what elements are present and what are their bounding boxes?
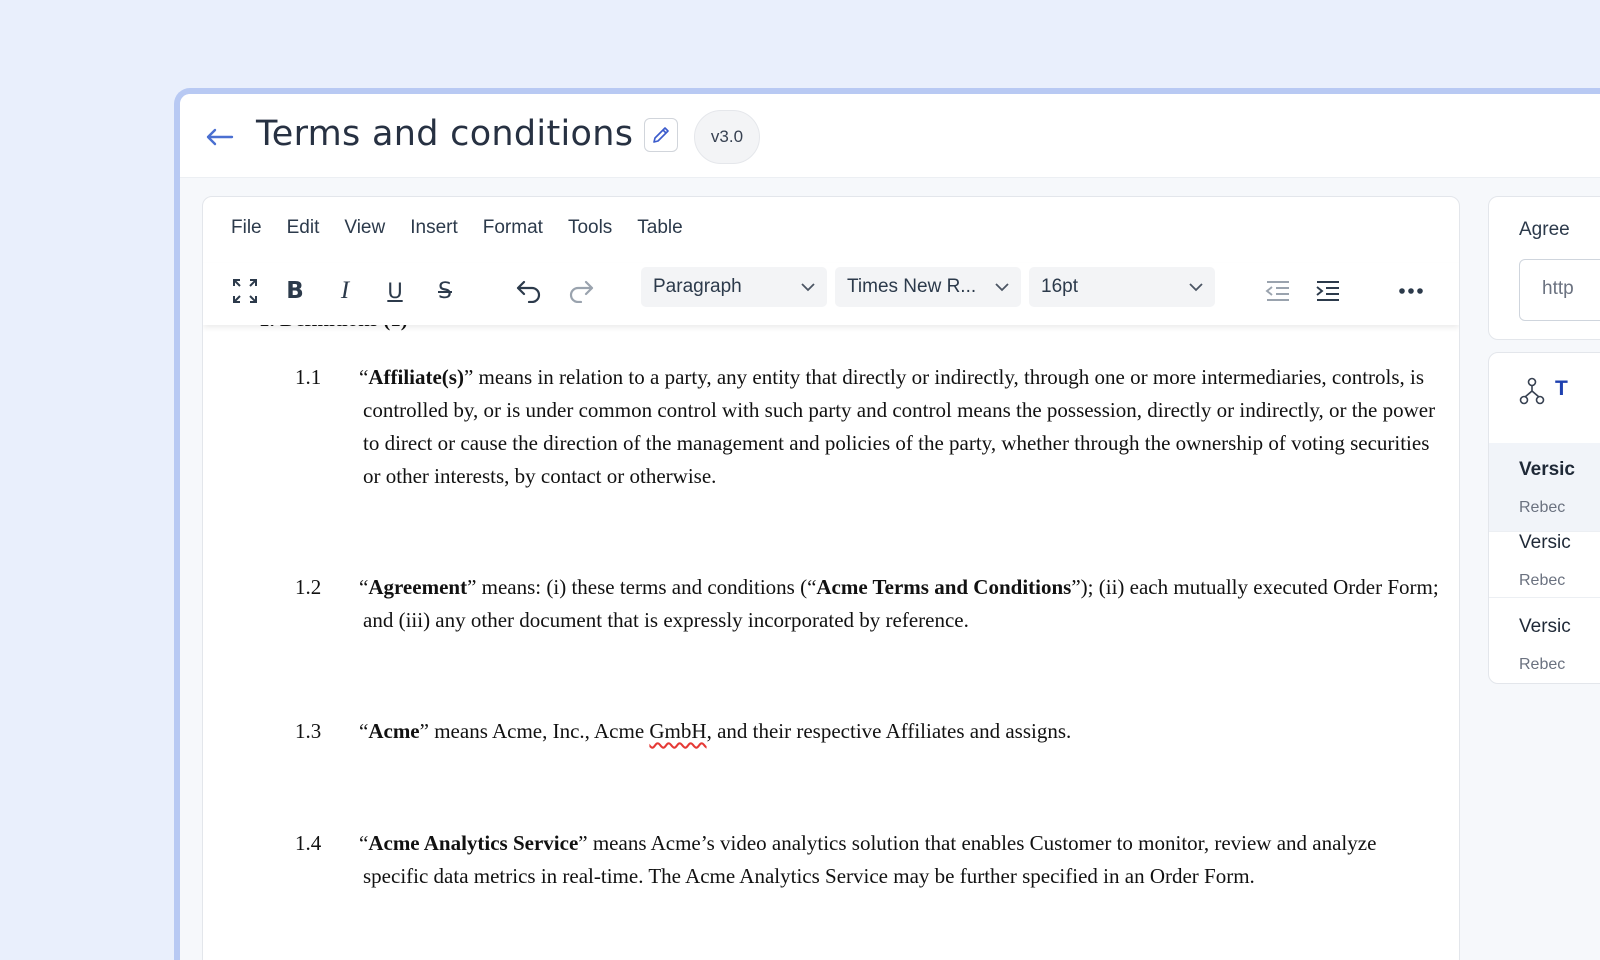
clause-1-4 <box>295 827 1445 893</box>
defined-term: Acme Terms and Conditions <box>816 575 1072 599</box>
spellcheck-error[interactable]: GmbH <box>649 719 707 743</box>
menu-insert[interactable]: Insert <box>410 217 458 238</box>
outdent-icon[interactable] <box>1257 271 1297 311</box>
divider <box>1489 597 1600 598</box>
clause-body: ” means Acme’s video analytics solution that enables Customer to monitor, review and analyze specific data metrics in real-time. The Acme Analytics Service may be further specified in an Order Form. <box>363 831 1377 888</box>
redo-icon[interactable] <box>561 271 601 311</box>
version-name: Versic <box>1519 616 1571 637</box>
back-arrow-icon[interactable] <box>202 120 236 154</box>
clause-number: 1.4 <box>295 831 322 855</box>
clause-1-2 <box>295 571 1445 637</box>
version-item[interactable] <box>1489 516 1600 604</box>
underline-icon[interactable]: U <box>387 279 403 303</box>
menu-bar <box>231 217 708 239</box>
clause-body: ” means Acme, Inc., Acme <box>419 719 650 743</box>
defined-term: Agreement <box>368 575 468 599</box>
menu-table[interactable]: Table <box>637 217 683 238</box>
clause-body: ” means: (i) these terms and conditions (“ <box>467 575 817 599</box>
more-options-icon[interactable] <box>1391 271 1431 311</box>
clause-1-3 <box>295 715 1445 748</box>
version-author: Rebec <box>1519 572 1566 589</box>
edit-title-button[interactable] <box>644 118 678 152</box>
menu-view[interactable]: View <box>344 217 386 238</box>
version-badge: v3.0 <box>694 110 760 164</box>
font-size-select[interactable] <box>1029 267 1215 307</box>
clause-number: 1.2 <box>295 575 322 599</box>
font-family-select[interactable] <box>835 267 1021 307</box>
version-name: Versic <box>1519 532 1571 553</box>
font-size-value: 16pt <box>1041 276 1078 297</box>
fullscreen-icon[interactable] <box>225 271 265 311</box>
block-format-select[interactable] <box>641 267 827 307</box>
document-editor <box>202 196 1460 960</box>
bold-icon[interactable]: B <box>286 278 304 304</box>
agreement-panel <box>1488 196 1600 340</box>
formatting-toolbar <box>203 263 1459 325</box>
versions-header <box>1489 353 1600 433</box>
indent-icon[interactable] <box>1307 271 1347 311</box>
defined-term: Affiliate(s) <box>368 365 464 389</box>
menu-file[interactable]: File <box>231 217 262 238</box>
chevron-down-icon <box>1187 278 1205 296</box>
menu-edit[interactable]: Edit <box>286 217 320 238</box>
font-family-value: Times New R... <box>847 276 977 297</box>
clause-text: “Affiliate(s)” means in relation to a party, any entity that directly or indirectly, through one or more intermediaries, controls, is controlled by, or is under common control with such party and control means the possession, directly or indirectly, or the power to direct or cause the direction of the management and policies of the party, whether through the ownership of voting securities or other interests, by contact or otherwise. <box>359 365 1436 488</box>
clause-number: 1.3 <box>295 719 322 743</box>
clause-body: ” means in relation to a party, any entity that directly or indirectly, through one or more intermediaries, controls, is controlled by, or is under common control with such party and control means the possession, directly or indirectly, or the power to direct or cause the direction of the management and policies of the party, whether through the ownership of voting securities or other interests, by contact or otherwise. <box>363 365 1436 488</box>
chevron-down-icon <box>993 278 1011 296</box>
clause-number: 1.1 <box>295 365 322 389</box>
undo-icon[interactable] <box>509 271 549 311</box>
clause-1-1 <box>295 361 1445 493</box>
clause-text: “Acme” means Acme, Inc., Acme GmbH, and their respective Affiliates and assigns. <box>359 719 1072 743</box>
italic-icon[interactable]: I <box>340 277 350 304</box>
menu-format[interactable]: Format <box>482 217 543 238</box>
defined-term: Acme <box>368 719 420 743</box>
versions-title: T <box>1555 377 1568 400</box>
defined-term: Acme Analytics Service <box>368 831 579 855</box>
pencil-icon <box>651 125 671 145</box>
version-name: Versic <box>1519 459 1575 480</box>
strikethrough-icon[interactable]: S <box>438 278 452 304</box>
menu-tools[interactable]: Tools <box>567 217 613 238</box>
versions-panel <box>1488 352 1600 684</box>
app-window <box>174 88 1600 960</box>
agreement-label: Agree <box>1519 219 1570 240</box>
version-author: Rebec <box>1519 499 1566 516</box>
clause-body: ”); (ii) each mutually executed Order Form; and (iii) any other document that is expressly incorporated by reference. <box>363 575 1439 632</box>
version-item[interactable] <box>1489 600 1600 684</box>
agreement-url-input[interactable]: http <box>1519 259 1600 321</box>
page-title: Terms and conditions <box>256 114 634 154</box>
version-author: Rebec <box>1519 656 1566 673</box>
chevron-down-icon <box>799 278 817 296</box>
block-format-value: Paragraph <box>653 276 742 297</box>
header-bar <box>180 94 1600 178</box>
branch-icon <box>1519 377 1545 405</box>
clause-text: “Agreement” means: (i) these terms and conditions (“Acme Terms and Conditions”); (ii) each mutually executed Order Form; and (iii) any other document that is expressly incorporated by reference. <box>359 575 1439 632</box>
clause-text: “Acme Analytics Service” means Acme’s video analytics solution that enables Customer to monitor, review and analyze specific data metrics in real-time. The Acme Analytics Service may be further specified in an Order Form. <box>359 831 1377 888</box>
clause-body: , and their respective Affiliates and assigns. <box>706 719 1072 743</box>
